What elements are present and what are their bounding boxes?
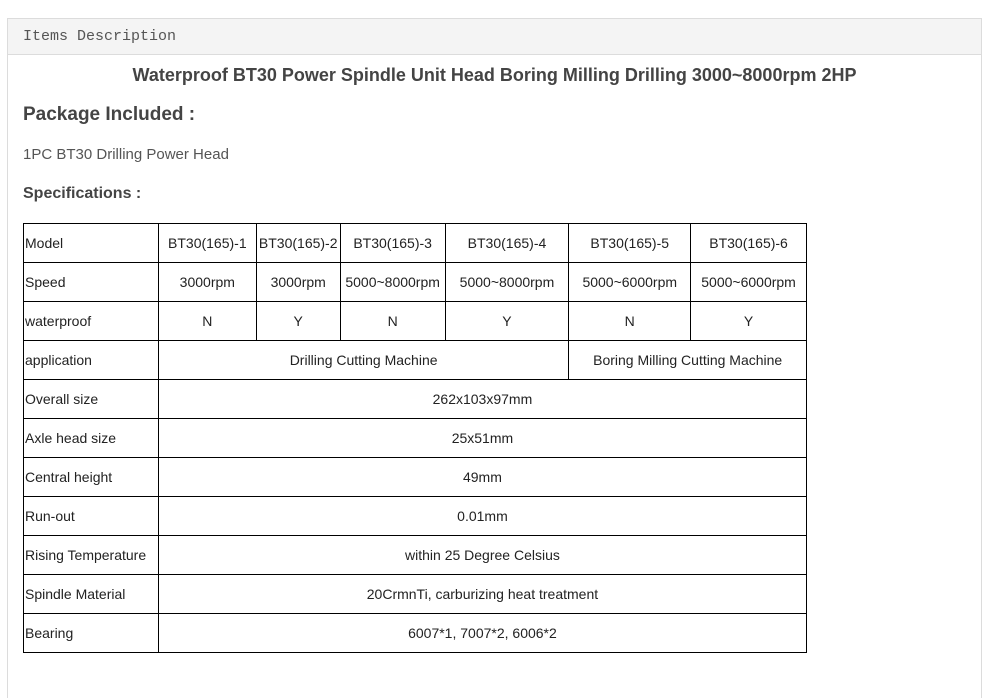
- table-cell: within 25 Degree Celsius: [158, 536, 806, 575]
- table-row-waterproof: [24, 302, 807, 341]
- table-cell: BT30(165)-5: [569, 224, 691, 263]
- table-cell: Boring Milling Cutting Machine: [569, 341, 807, 380]
- table-row-rising-temperature: [24, 536, 807, 575]
- table-row-axle-head-size: [24, 419, 807, 458]
- table-row-model: [24, 224, 807, 263]
- row-label: Speed: [24, 263, 159, 302]
- table-cell: BT30(165)-3: [340, 224, 445, 263]
- package-heading: Package Included :: [23, 104, 196, 125]
- row-label: waterproof: [24, 302, 159, 341]
- tab-label: Items Description: [23, 28, 177, 45]
- table-row-central-height: [24, 458, 807, 497]
- table-cell: BT30(165)-1: [158, 224, 256, 263]
- table-cell: BT30(165)-2: [256, 224, 340, 263]
- table-row-overall-size: [24, 380, 807, 419]
- table-cell: 5000~6000rpm: [569, 263, 691, 302]
- row-label: Run-out: [24, 497, 159, 536]
- row-label: Overall size: [24, 380, 159, 419]
- specifications-heading: Specifications :: [23, 185, 142, 202]
- items-description-tab[interactable]: [8, 19, 981, 55]
- table-cell: Y: [256, 302, 340, 341]
- table-cell: Y: [445, 302, 569, 341]
- row-label: Spindle Material: [24, 575, 159, 614]
- row-label: Central height: [24, 458, 159, 497]
- specifications-table: [23, 223, 807, 653]
- table-cell: 3000rpm: [158, 263, 256, 302]
- table-cell: N: [569, 302, 691, 341]
- items-description-panel: [7, 18, 982, 698]
- product-title: Waterproof BT30 Power Spindle Unit Head Boring Milling Drilling 3000~8000rpm 2HP: [132, 65, 857, 85]
- table-cell: N: [340, 302, 445, 341]
- row-label: Model: [24, 224, 159, 263]
- table-row-application: [24, 341, 807, 380]
- table-cell: 20CrmnTi, carburizing heat treatment: [158, 575, 806, 614]
- table-cell: 49mm: [158, 458, 806, 497]
- table-cell: 5000~6000rpm: [691, 263, 807, 302]
- package-contents: 1PC BT30 Drilling Power Head: [23, 146, 229, 163]
- table-cell: 6007*1, 7007*2, 6006*2: [158, 614, 806, 653]
- table-cell: 0.01mm: [158, 497, 806, 536]
- table-cell: 5000~8000rpm: [445, 263, 569, 302]
- table-cell: 5000~8000rpm: [340, 263, 445, 302]
- table-cell: BT30(165)-6: [691, 224, 807, 263]
- table-cell: N: [158, 302, 256, 341]
- table-row-bearing: [24, 614, 807, 653]
- table-cell: Drilling Cutting Machine: [158, 341, 568, 380]
- table-cell: 3000rpm: [256, 263, 340, 302]
- table-cell: BT30(165)-4: [445, 224, 569, 263]
- table-cell: Y: [691, 302, 807, 341]
- row-label: Bearing: [24, 614, 159, 653]
- table-row-spindle-material: [24, 575, 807, 614]
- table-row-run-out: [24, 497, 807, 536]
- table-cell: 262x103x97mm: [158, 380, 806, 419]
- row-label: Axle head size: [24, 419, 159, 458]
- table-row-speed: [24, 263, 807, 302]
- row-label: Rising Temperature: [24, 536, 159, 575]
- row-label: application: [24, 341, 159, 380]
- table-cell: 25x51mm: [158, 419, 806, 458]
